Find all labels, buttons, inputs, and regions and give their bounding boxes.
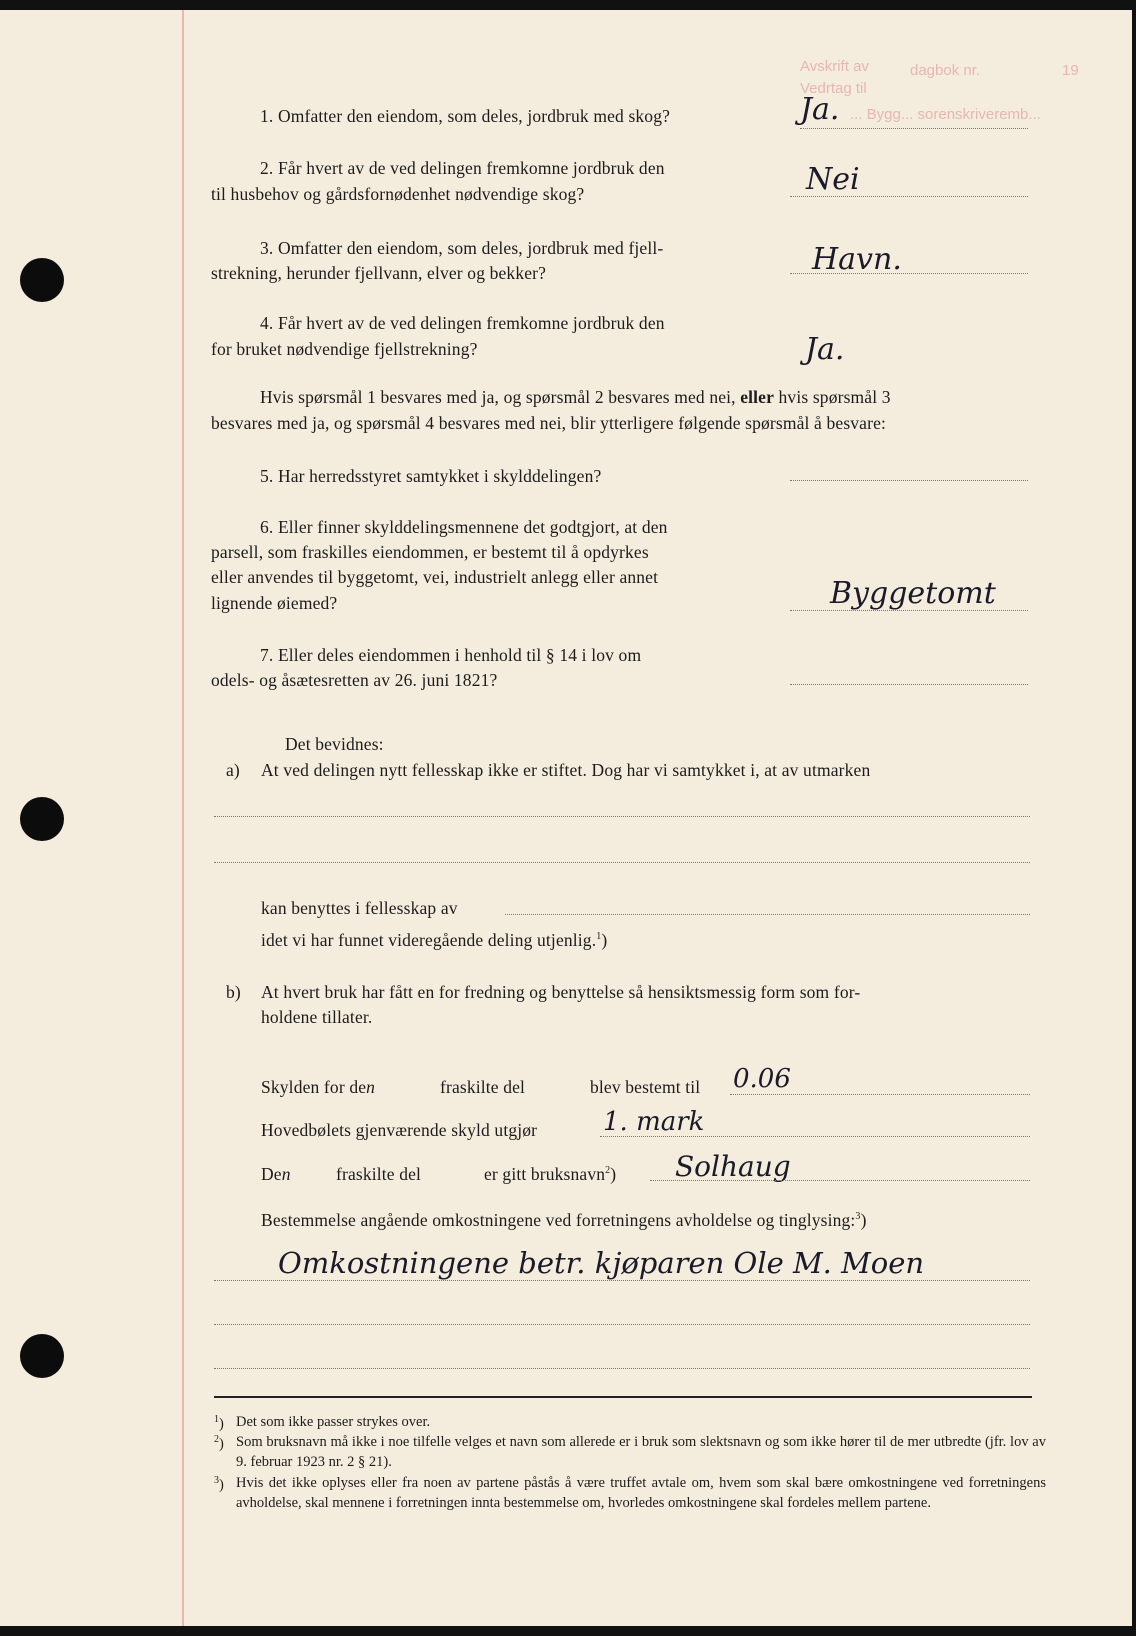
blank-line bbox=[214, 1280, 1030, 1281]
skyld-value: 0.06 bbox=[733, 1064, 791, 1094]
stamp-text: dagbok nr. bbox=[910, 62, 981, 79]
question-4-line2: for bruket nødvendige fjellstrekning? bbox=[211, 339, 478, 359]
skyld-handwritten: n bbox=[366, 1077, 376, 1097]
bruksnavn-label: er gitt bruksnavn$^2$) bbox=[484, 1164, 617, 1184]
question-4-line1: 4. Får hvert av de ved delingen fremkomne jordbruk den bbox=[260, 313, 665, 333]
stamp-text: Vedrtag til bbox=[800, 80, 867, 97]
answer-line bbox=[800, 128, 1028, 129]
bruksnavn-handwritten: n bbox=[281, 1164, 291, 1184]
skyld-post: blev bestemt til bbox=[590, 1077, 701, 1097]
answer-line bbox=[730, 1094, 1030, 1095]
blank-line bbox=[505, 914, 1030, 915]
answer-1: Ja. bbox=[800, 92, 840, 127]
question-2-line2: til husbehov og gårdsfornødenhet nødvendige skog? bbox=[211, 184, 585, 204]
question-6-line3: eller anvendes til byggetomt, vei, industrielt anlegg eller annet bbox=[211, 567, 659, 587]
blank-line bbox=[214, 1368, 1030, 1369]
question-1: 1. Omfatter den eiendom, som deles, jordbruk med skog? bbox=[260, 106, 671, 126]
question-7-line1: 7. Eller deles eiendommen i henhold til § 14 i lov om bbox=[260, 645, 642, 665]
further-division-text: idet vi har funnet videregående deling utjenlig.$^1$) bbox=[261, 930, 608, 950]
question-5: 5. Har herredsstyret samtykket i skylddelingen? bbox=[260, 466, 602, 486]
condition-text: Hvis spørsmål 1 besvares med ja, og spørsmål 2 besvares med nei, bbox=[260, 387, 736, 407]
condition-text: hvis spørsmål 3 bbox=[778, 387, 891, 407]
item-b-mark: b) bbox=[226, 982, 241, 1002]
question-6-line4: lignende øiemed? bbox=[211, 593, 338, 613]
hovedbol-label: Hovedbølets gjenværende skyld utgjør bbox=[261, 1120, 538, 1140]
footnote-2: Som bruksnavn må ikke i noe tilfelle velges et navn som allerede er i bruk som slektsnavn og som ikke hører til de mer utbredte (jfr. lov av 9. februar 1923 nr. 2 § 21). bbox=[236, 1434, 1046, 1470]
answer-2: Nei bbox=[806, 162, 860, 197]
answer-line bbox=[790, 196, 1028, 197]
stamp-year: 19 bbox=[1062, 62, 1079, 79]
footnote-1: Det som ikke passer strykes over. bbox=[236, 1414, 431, 1430]
bruksnavn-mid: fraskilte del bbox=[336, 1164, 422, 1184]
item-a-mark: a) bbox=[226, 760, 240, 780]
bruksnavn-text: De bbox=[261, 1164, 282, 1184]
common-use-label: kan benyttes i fellesskap av bbox=[261, 898, 458, 918]
punch-hole bbox=[20, 797, 64, 841]
answer-line bbox=[600, 1136, 1030, 1137]
skyld-text: Skylden for de bbox=[261, 1077, 367, 1097]
cost-label: Bestemmelse angående omkostningene ved forretningens avholdelse og tinglysing:$^3$) bbox=[261, 1210, 867, 1230]
blank-line bbox=[214, 1324, 1030, 1325]
bruksnavn-label-text: er gitt bruksnavn bbox=[484, 1164, 606, 1184]
footnote-rule bbox=[214, 1396, 1032, 1398]
skyld-mid: fraskilte del bbox=[440, 1077, 526, 1097]
blank-line bbox=[214, 816, 1030, 817]
answer-4: Ja. bbox=[805, 332, 845, 367]
punch-hole bbox=[20, 258, 64, 302]
blank-line bbox=[214, 862, 1030, 863]
skyld-label bbox=[261, 1077, 375, 1098]
footnote-number: 2 bbox=[214, 1434, 219, 1445]
bruksnavn-value: Solhaug bbox=[675, 1150, 791, 1183]
answer-line bbox=[790, 273, 1028, 274]
answer-line bbox=[790, 480, 1028, 481]
footnote-number: 3 bbox=[214, 1475, 219, 1486]
stamp-text: Avskrift av bbox=[800, 58, 869, 75]
answer-line bbox=[790, 610, 1028, 611]
cost-value: Omkostningene betr. kjøparen Ole M. Moen bbox=[278, 1246, 925, 1280]
item-a-text: At ved delingen nytt fellesskap ikke er stiftet. Dog har vi samtykket i, at av utmarken bbox=[261, 760, 871, 780]
punch-hole bbox=[20, 1334, 64, 1378]
stamp-text: ... Bygg... sorenskriveremb... bbox=[850, 106, 1041, 123]
answer-line bbox=[650, 1180, 1030, 1181]
margin-line bbox=[182, 10, 184, 1626]
condition-line2: besvares med ja, og spørsmål 4 besvares med nei, blir ytterligere følgende spørsmål å besvare: bbox=[211, 413, 886, 433]
footnote-1-mark: $^1$) bbox=[214, 1414, 224, 1432]
item-b-line2: holdene tillater. bbox=[261, 1007, 373, 1027]
condition-line1 bbox=[260, 387, 891, 408]
further-text: idet vi har funnet videregående deling utjenlig. bbox=[261, 930, 597, 950]
certify-heading: Det bevidnes: bbox=[285, 734, 384, 754]
answer-3: Havn. bbox=[812, 242, 902, 277]
question-7-line2: odels- og åsætesretten av 26. juni 1821? bbox=[211, 670, 498, 690]
bruksnavn-pre bbox=[261, 1164, 291, 1185]
footnote-3-mark: $^3$) bbox=[214, 1475, 224, 1493]
hovedbol-value: 1. mark bbox=[603, 1107, 705, 1137]
document-page bbox=[0, 10, 1132, 1626]
question-3-line1: 3. Omfatter den eiendom, som deles, jordbruk med fjell- bbox=[260, 238, 664, 258]
answer-6: Byggetomt bbox=[830, 576, 996, 611]
question-6-line1: 6. Eller finner skylddelingsmennene det godtgjort, at den bbox=[260, 517, 668, 537]
footnote-3: Hvis det ikke oplyses eller fra noen av partene påstås å være truffet avtale om, hvem som skal bære omkostningene ved forretningens avholdelse, skal mennene i forretningen innta bestemmelse om, hvorledes omkostningene skal fordeles mellem partene. bbox=[236, 1475, 1046, 1511]
question-2-line1: 2. Får hvert av de ved delingen fremkomne jordbruk den bbox=[260, 158, 665, 178]
footnote-ref: 3 bbox=[855, 1211, 861, 1223]
item-b-line1: At hvert bruk har fått en for fredning og benyttelse så hensiktsmessig form som for- bbox=[261, 982, 861, 1002]
condition-emphasis: eller bbox=[740, 387, 774, 407]
footnote-number: 1 bbox=[214, 1414, 219, 1425]
question-6-line2: parsell, som fraskilles eiendommen, er bestemt til å opdyrkes bbox=[211, 542, 649, 562]
footnote-2-mark: $^2$) bbox=[214, 1434, 224, 1452]
answer-line bbox=[790, 684, 1028, 685]
footnote-ref: 1 bbox=[596, 931, 602, 943]
question-3-line2: strekning, herunder fjellvann, elver og bekker? bbox=[211, 263, 547, 283]
cost-label-text: Bestemmelse angående omkostningene ved forretningens avholdelse og tinglysing: bbox=[261, 1210, 856, 1230]
footnote-ref: 2 bbox=[605, 1165, 611, 1177]
